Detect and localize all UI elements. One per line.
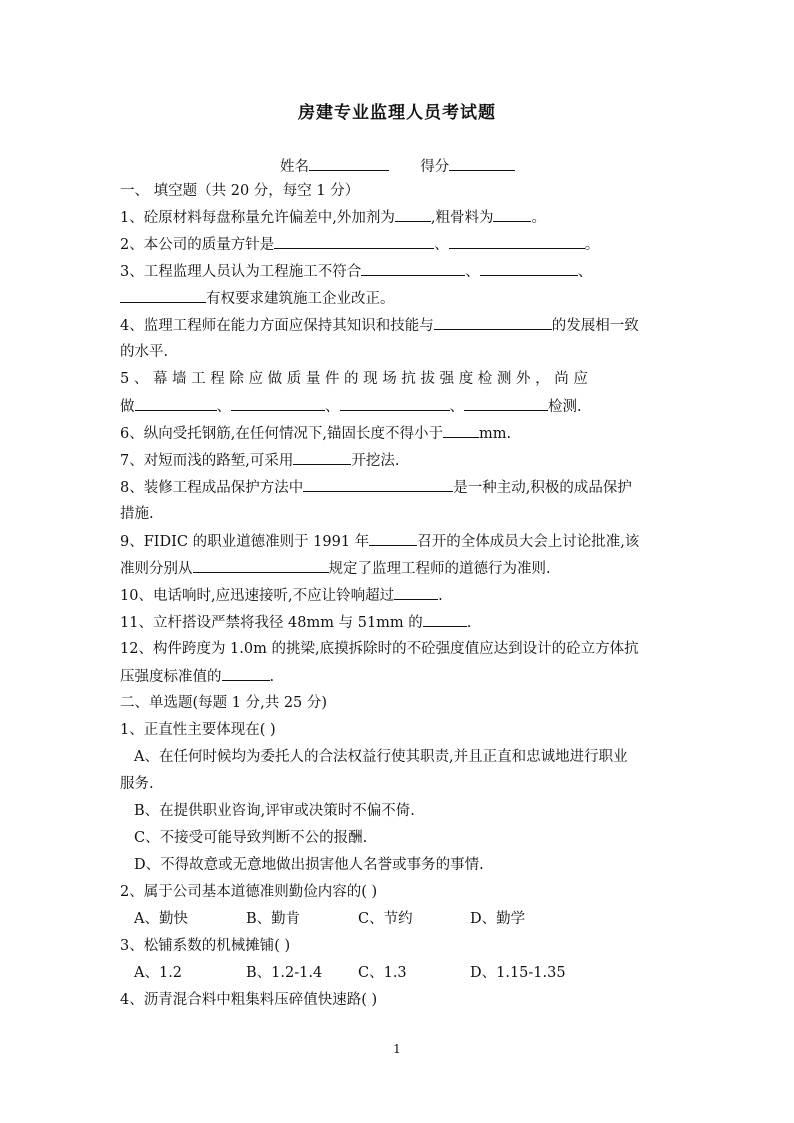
fill-question-5-cont: [120, 395, 680, 418]
fill-question-9-cont: [120, 557, 680, 580]
single-q1-option-a-cont: 服务.: [120, 776, 154, 792]
q10-text-2: .: [438, 588, 443, 604]
single-q3-option-c[interactable]: C、1.3: [358, 965, 407, 981]
q9-blank-1[interactable]: [369, 530, 417, 546]
q2-blank-2[interactable]: [449, 233, 585, 249]
q1-blank-2[interactable]: [493, 206, 531, 222]
fill-question-12-cont: [120, 665, 680, 688]
name-blank[interactable]: [309, 155, 389, 171]
name-label: 姓名: [280, 159, 309, 175]
q4-blank[interactable]: [434, 314, 552, 330]
q12-blank[interactable]: [222, 665, 270, 681]
single-q3-option-a[interactable]: A、1.2: [134, 965, 183, 981]
q3-blank-1[interactable]: [361, 260, 465, 276]
q5-text-2: 、: [216, 399, 231, 415]
q5-blank-1[interactable]: [135, 395, 217, 411]
q9-text-3: 准则分别从: [120, 561, 193, 577]
fill-question-5: 5 、 幕 墙 工 程 除 应 做 质 量 件 的 现 场 抗 拔 强 度 检 测 外 ， 尚 应: [120, 371, 588, 387]
q8-text: 8、装修工程成品保护方法中: [120, 480, 304, 496]
single-question-3: 3、松铺系数的机械摊铺( ): [120, 938, 291, 954]
fill-question-4-cont: 的水平.: [120, 344, 169, 360]
fill-question-3: [120, 260, 680, 283]
q3-blank-3[interactable]: [120, 287, 206, 303]
q7-text-2: 开挖法.: [351, 453, 400, 469]
fill-question-4: [120, 314, 680, 337]
section-fill-heading: 一、 填空题（共 20 分，每空 1 分）: [120, 183, 360, 199]
fill-question-7: [120, 449, 680, 472]
q11-blank[interactable]: [423, 611, 467, 627]
fill-question-12: 12、构件跨度为 1.0m 的挑梁,底摸拆除时的不砼强度值应达到设计的砼立方体抗: [120, 641, 639, 657]
single-q3-options: [134, 962, 694, 984]
fill-question-3-cont: [120, 287, 680, 310]
score-label: 得分: [420, 159, 450, 175]
q4-text-2: 的发展相一致: [551, 318, 639, 334]
exam-title: 房建专业监理人员考试题: [298, 103, 496, 123]
single-q1-option-c[interactable]: C、不接受可能导致判断不公的报酬.: [134, 830, 368, 846]
single-q1-option-b[interactable]: B、在提供职业咨询,评审或决策时不偏不倚.: [134, 803, 415, 819]
fill-question-8-cont: 措施.: [120, 506, 154, 522]
q3-text-4: 有权要求建筑施工企业改正。: [206, 291, 395, 307]
single-question-2: 2、属于公司基本道德准则勤俭内容的( ): [120, 884, 378, 900]
q10-blank[interactable]: [394, 584, 438, 600]
q6-text-2: mm.: [478, 426, 512, 442]
fill-question-11: [120, 611, 680, 634]
q7-blank[interactable]: [293, 449, 351, 465]
page-number: 1: [393, 1042, 401, 1056]
q9-text-2: 召开的全体成员大会上讨论批准,该: [417, 534, 640, 550]
q1-text-2: ,粗骨料为: [430, 210, 494, 226]
name-score-line: [280, 155, 794, 178]
q11-text-2: .: [466, 615, 472, 631]
q5-text-3: 、: [325, 399, 340, 415]
single-q3-option-b[interactable]: B、1.2-1.4: [246, 965, 323, 981]
q5-blank-3[interactable]: [340, 395, 450, 411]
q3-text-3: 、: [577, 264, 593, 280]
q5-text-4: 、: [449, 399, 464, 415]
score-blank[interactable]: [449, 155, 515, 171]
q5-blank-4[interactable]: [464, 395, 548, 411]
fill-question-8: [120, 476, 680, 499]
q10-text: 10、电话响时,应迅速接听,不应让铃响超过: [120, 588, 395, 604]
single-q2-options: [134, 908, 694, 930]
q8-text-2: 是一种主动,积极的成品保护: [453, 480, 632, 496]
single-q1-option-a[interactable]: A、在任何时候均为委托人的合法权益行使其职责,并且正直和忠诚地进行职业: [134, 749, 628, 765]
q3-text-2: 、: [465, 264, 480, 280]
single-q1-option-d[interactable]: D、不得故意或无意地做出损害他人名誉或事务的事情.: [134, 857, 484, 873]
q5-text: 做: [120, 399, 135, 415]
q1-blank-1[interactable]: [395, 206, 431, 222]
single-q2-option-a[interactable]: A、勤快: [134, 911, 188, 927]
q9-text: 9、FIDIC 的职业道德准则于 1991 年: [120, 534, 370, 550]
q2-text: 2、本公司的质量方针是: [120, 237, 275, 253]
single-q2-option-d[interactable]: D、勤学: [470, 911, 526, 927]
q12-text: 压强度标准值的: [120, 669, 222, 685]
q9-blank-2[interactable]: [193, 557, 329, 573]
single-question-1: 1、正直性主要体现在( ): [120, 722, 276, 738]
q9-text-4: 规定了监理工程师的道德行为准则.: [328, 561, 551, 577]
q1-text: 1、砼原材料每盘称量允许偏差中,外加剂为: [120, 210, 395, 226]
q3-text: 3、工程监理人员认为工程施工不符合: [120, 264, 362, 280]
fill-question-9: [120, 530, 680, 553]
q3-blank-2[interactable]: [480, 260, 578, 276]
q7-text: 7、对短而浅的路堑,可采用: [120, 453, 294, 469]
single-q2-option-b[interactable]: B、勤肯: [246, 911, 301, 927]
single-q2-option-c[interactable]: C、节约: [358, 911, 413, 927]
q8-blank[interactable]: [303, 476, 453, 492]
section-single-heading: 二、单选题(每题 1 分,共 25 分): [120, 695, 328, 711]
q12-text-2: .: [269, 669, 275, 685]
fill-question-10: [120, 584, 680, 607]
single-q3-option-d[interactable]: D、1.15-1.35: [470, 965, 566, 981]
fill-question-6: [120, 422, 680, 445]
q11-text: 11、立杆搭设严禁将我径 48mm 与 51mm 的: [120, 615, 423, 631]
q6-blank[interactable]: [443, 422, 479, 438]
fill-question-2: [120, 233, 680, 256]
single-question-4: 4、沥青混合料中粗集料压碎值快速路( ): [120, 992, 378, 1008]
fill-question-1: [120, 206, 680, 229]
q2-blank-1[interactable]: [274, 233, 434, 249]
q1-text-3: 。: [531, 210, 546, 226]
q5-text-5: 检测.: [548, 399, 582, 415]
q6-text: 6、纵向受托钢筋,在任何情况下,锚固长度不得小于: [120, 426, 443, 442]
q2-text-3: 。: [584, 237, 600, 253]
q5-blank-2[interactable]: [231, 395, 325, 411]
q4-text: 4、监理工程师在能力方面应保持其知识和技能与: [120, 318, 434, 334]
q2-text-2: 、: [434, 237, 449, 253]
